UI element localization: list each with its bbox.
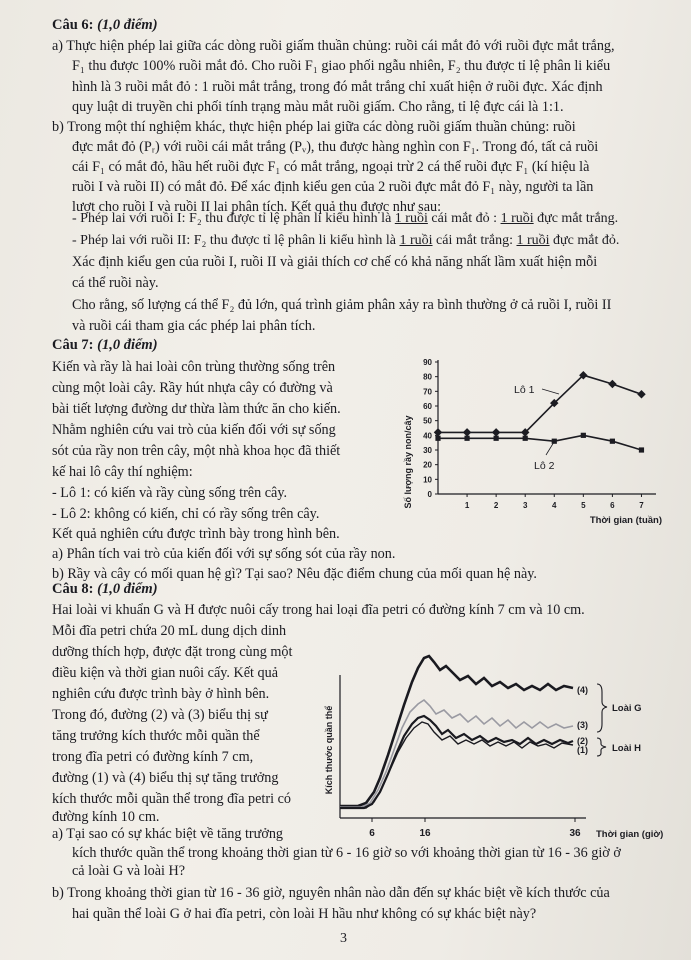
chart2-xlabel: Thời gian (giờ) [596, 829, 664, 840]
q8-body-10: đường kính 10 cm. [52, 809, 160, 825]
q7-body-3: bài tiết lượng đường dư thừa làm thức ăn cho kiến. [52, 401, 341, 417]
chart2-label-1: (1) [577, 745, 588, 755]
q8-body-8: đường (1) và (4) biểu thị sự tăng trưởng [52, 770, 279, 786]
chart1-ytick-label: 10 [423, 475, 432, 485]
q8-body-7: trong đĩa petri có đường kính 7 cm, [52, 749, 254, 765]
chart1-lo2-pointer [546, 442, 554, 455]
chart1-point-lo2 [494, 436, 499, 441]
q6-tail-1: Xác định kiểu gen của ruồi I, ruồi II và giải thích cơ chế có khả năng nhất lầm xuất hiện mỗi [72, 254, 598, 270]
chart2-curve-4 [340, 656, 573, 806]
chart1-point-lo2 [639, 447, 644, 452]
q6-b-line-4: ruồi I và ruồi II) có mắt đỏ. Để xác định kiểu gen của 2 ruồi đực mắt đỏ F₁ này, người ta lần [72, 179, 594, 195]
chart1-point-lo2 [435, 436, 440, 441]
chart1-point-lo1 [492, 428, 500, 436]
chart2-xtick-label-6: 6 [369, 828, 375, 839]
chart1-point-lo1 [608, 380, 616, 388]
chart1-xtick-label: 7 [639, 501, 644, 510]
q6-heading: Câu 6: (1,0 điểm) [52, 17, 158, 33]
q8-b-line-1: b) Trong khoảng thời gian từ 16 - 36 giờ, nguyên nhân nào dẫn đến sự khác biệt về kích thước của [52, 885, 610, 901]
chart1-xtick-label: 6 [610, 501, 615, 510]
q8-body-2: dưỡng thích hợp, được đặt trong cùng một [52, 644, 293, 660]
q7-body-7: - Lô 1: có kiến và rầy cùng sống trên cây. [52, 485, 288, 501]
q7-body-2: cùng một loài cây. Rầy hút nhựa cây có đường và [52, 380, 333, 396]
chart1-ytick-label: 40 [423, 431, 432, 441]
chart1-ytick-label: 20 [423, 460, 432, 470]
q7-body-9: Kết quả nghiên cứu được trình bày trong hình bên. [52, 526, 340, 542]
chart1-ytick-label: 0 [427, 490, 432, 499]
chart1-xtick-label: 5 [581, 501, 586, 510]
chart1-point-lo1 [463, 428, 471, 436]
chart2-group-loai-h: Loài H [612, 743, 642, 754]
chart1-point-lo2 [523, 436, 528, 441]
chart1-point-lo2 [610, 439, 615, 444]
chart2-brace-loai-h [597, 738, 606, 756]
q7-body-4: Nhằm nghiên cứu vai trò của kiến đối với sự sống [52, 422, 336, 438]
q8-body-11: a) Tại sao có sự khác biệt về tăng trưởng [52, 826, 284, 842]
q7-body-8: - Lô 2: không có kiến, chỉ có rầy sống trên cây. [52, 506, 320, 522]
q7-question-a: a) Phân tích vai trò của kiến đối với sự sống sót của rầy non. [52, 546, 396, 562]
q6-a-line-1: a) Thực hiện phép lai giữa các dòng ruồi giấm thuần chủng: ruồi cái mắt đỏ với ruồi đực mắt trắng, [52, 38, 615, 54]
chart2-label-2: (2) [577, 736, 588, 746]
q8-body-1: Mỗi đĩa petri chứa 20 mL dung dịch dinh [52, 623, 287, 639]
q8-body-6: tăng trưởng kích thước mỗi quần thể [52, 728, 260, 744]
chart1-xtick-label: 3 [522, 501, 528, 510]
chart1-point-lo2 [552, 439, 557, 444]
q8-body-9: kích thước mỗi quần thể trong đĩa petri có [52, 791, 291, 807]
q8-body-4: nghiên cứu được trình bày ở hình bên. [52, 686, 270, 702]
chart1-xtick-label: 4 [552, 501, 557, 510]
page-number: 3 [340, 931, 347, 946]
chart2-ylabel: Kích thước quần thể [324, 705, 334, 795]
q8-b-line-2: hai quần thể loài G ở hai đĩa petri, còn loài H hầu như không có sự khác biệt này? [72, 906, 537, 922]
chart2-group-loai-g: Loài G [612, 703, 642, 714]
chart1-point-lo2 [464, 436, 469, 441]
chart2-xtick-label-16: 16 [419, 828, 431, 839]
q6-b-line-3: cái F₁ có mắt đỏ, hầu hết ruồi đực F₁ có mắt trắng, ngoại trừ 2 cá thể ruồi đực F₁ (kí hiệu là [72, 159, 590, 175]
chart1-ytick-label: 30 [423, 446, 432, 455]
q8-body-5: Trong đó, đường (2) và (3) biểu thị sự [52, 707, 268, 723]
chart1-point-lo2 [581, 433, 586, 438]
chart1-series-label-lo2: Lô 2 [534, 460, 555, 472]
chart2-label-3: (3) [577, 720, 588, 730]
q7-body-5: sót của rầy non trên cây, một nhà khoa học đã thiết [52, 443, 341, 459]
chart1-point-lo1 [637, 390, 645, 398]
chart1-xtick-label: 2 [493, 501, 499, 510]
q8-body-3: điều kiện và thời gian nuôi cấy. Kết quả [52, 665, 279, 681]
q8-heading: Câu 8: (1,0 điểm) [52, 581, 158, 597]
aphid-survival-chart [394, 352, 674, 530]
chart1-series-label-lo1: Lô 1 [514, 384, 535, 396]
chart1-xtick-label: 1 [464, 501, 470, 510]
q8-lead: Hai loài vi khuẩn G và H được nuôi cấy trong hai loại đĩa petri có đường kính 7 cm và 10 cm. [52, 602, 585, 618]
chart1-ytick-label: 80 [423, 372, 432, 382]
q6-a-line-4: quy luật di truyền chi phối tính trạng màu mắt ruồi giấm. Cho rằng, tỉ lệ đực cái là 1:1. [72, 99, 564, 115]
chart2-brace-loai-g [597, 684, 607, 732]
q6-tail-2: cá thể ruồi này. [72, 275, 159, 291]
q6-b-line-2: đực mắt đỏ (Pᵣ) với ruồi cái mắt trắng (Pᵥ), thu được hàng nghìn con F₁. Trong đó, tất cả ruồi [72, 139, 599, 155]
q7-body-1: Kiến và rầy là hai loài côn trùng thường sống trên [52, 359, 336, 375]
chart1-lo1-pointer [542, 389, 559, 394]
chart2-label-4: (4) [577, 685, 588, 695]
q6-b-line-5: lượt cho ruồi I và ruồi II lai phân tích. Kết quả thu được như sau: [72, 199, 442, 215]
q8-a-cont-1: kích thước quần thể trong khoảng thời gian từ 6 - 16 giờ so với khoảng thời gian từ 16 - 36 giờ ở [72, 845, 621, 861]
bacteria-growth-chart [318, 640, 678, 845]
chart1-ylabel: Số lượng rầy non/cây [403, 415, 413, 509]
chart1-ytick-label: 90 [423, 358, 432, 367]
q6-a-line-3: hình là 3 ruồi mắt đỏ : 1 ruồi mắt trắng, trong đó mắt trắng chỉ xuất hiện ở ruồi đực. Xác định [72, 79, 603, 95]
q6-a-line-2: F₁ thu được 100% ruồi mắt đỏ. Cho ruồi F₁ giao phối ngẫu nhiên, F₂ thu được tỉ lệ phân li kiểu [72, 58, 611, 74]
q7-question-b: b) Rầy và cây có mối quan hệ gì? Tại sao? Nêu đặc điểm chung của mối quan hệ này. [52, 566, 537, 582]
q7-heading: Câu 7: (1,0 điểm) [52, 337, 158, 353]
chart1-xlabel: Thời gian (tuần) [589, 515, 662, 526]
chart2-xtick-label-36: 36 [569, 828, 581, 839]
q6-tail-3: Cho rằng, số lượng cá thể F₂ đủ lớn, quá trình giảm phân xảy ra bình thường ở cả ruồi I, ruồi II [72, 297, 612, 313]
q6-cross-2: - Phép lai với ruồi II: F₂ thu được tỉ lệ phân li kiểu hình là 1 ruồi cái mắt trắng: 1 ruồi đực mắt đỏ. [72, 233, 620, 248]
q6-b-line-1: b) Trong một thí nghiệm khác, thực hiện phép lai giữa các dòng ruồi giấm thuần chủng: ruồi [52, 119, 576, 135]
chart1-ytick-label: 60 [423, 402, 432, 411]
q6-cross-1: - Phép lai với ruồi I: F₂ thu được tỉ lệ phân li kiểu hình là 1 ruồi cái mắt đỏ : 1 ruồi đực mắt trắng. [72, 211, 619, 226]
chart1-ytick-label: 70 [423, 387, 432, 397]
q6-tail-4: và ruồi cái tham gia các phép lai phân tích. [72, 318, 316, 334]
q7-body-6: kế hai lô cây thí nghiệm: [52, 464, 193, 480]
q8-a-cont-2: cả loài G và loài H? [72, 863, 186, 879]
chart1-ytick-label: 50 [423, 416, 432, 426]
